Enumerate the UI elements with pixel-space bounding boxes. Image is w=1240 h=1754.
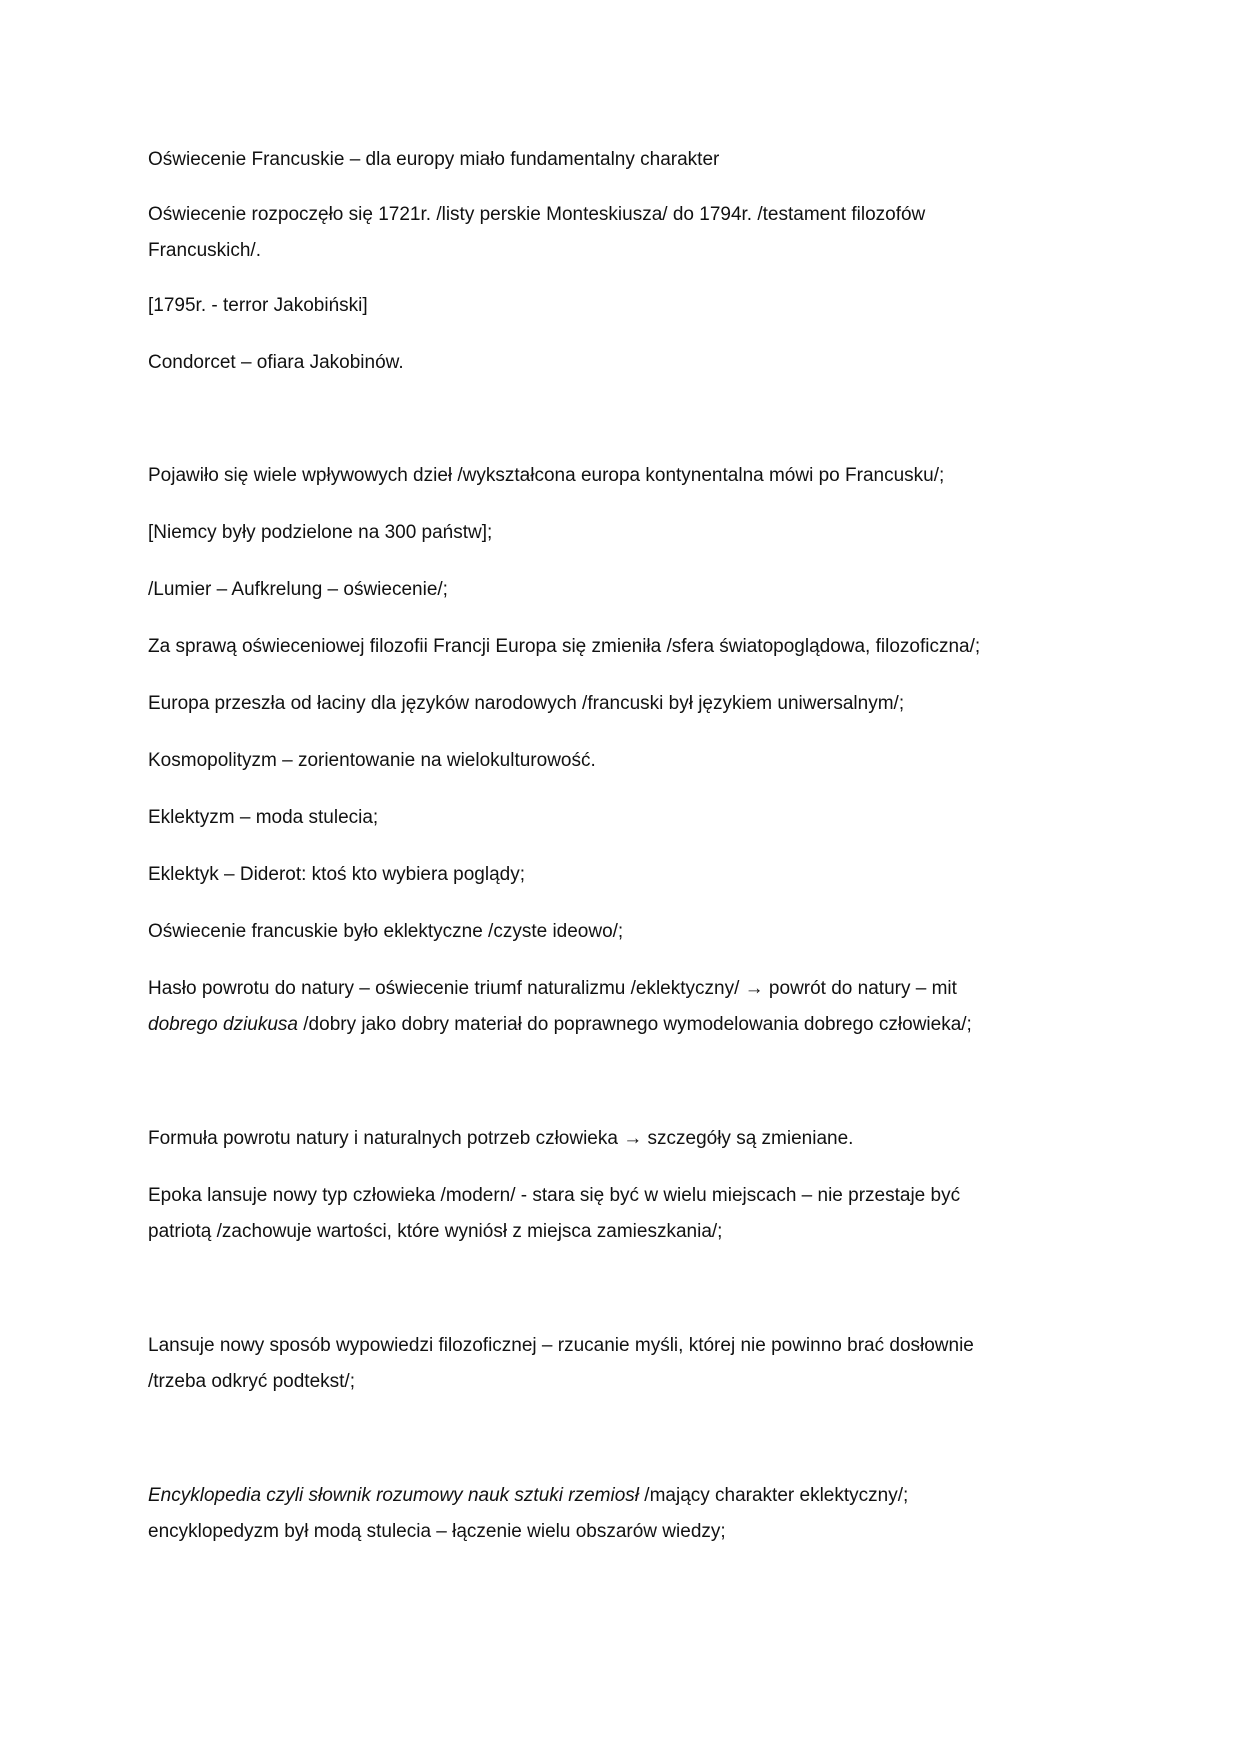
paragraph-3 [148, 288, 1078, 324]
text-line: Formuła powrotu natury i naturalnych potrzeb człowieka → szczegóły są zmieniane. [148, 1128, 854, 1149]
text-line: Kosmopolityzm – zorientowanie na wielokulturowość. [148, 750, 596, 771]
text-line: Oświecenie rozpoczęło się 1721r. /listy perskie Monteskiusza/ do 1794r. /testament filozofów [148, 204, 926, 225]
paragraph-11 [148, 800, 1078, 836]
paragraph-4 [148, 345, 1078, 381]
text-line: Condorcet – ofiara Jakobinów. [148, 352, 404, 373]
text-line: [1795r. - terror Jakobiński] [148, 295, 368, 316]
text-line: Pojawiło się wiele wpływowych dzieł /wykształcona europa kontynentalna mówi po Francusku/; [148, 465, 945, 486]
paragraph-1 [148, 142, 1078, 178]
text-line: /trzeba odkryć podtekst/; [148, 1371, 355, 1392]
text-line: Lansuje nowy sposób wypowiedzi filozoficznej – rzucanie myśli, której nie powinno brać dosłownie [148, 1335, 974, 1356]
text-line: /mający charakter eklektyczny/; [639, 1485, 909, 1506]
text-line: Oświecenie francuskie było eklektyczne /czyste ideowo/; [148, 921, 624, 942]
paragraph-18 [148, 1478, 1078, 1550]
text-line: Francuskich/. [148, 240, 261, 261]
italic-title: Encyklopedia czyli słownik rozumowy nauk sztuki rzemiosł [148, 1485, 640, 1506]
paragraph-6 [148, 515, 1078, 551]
text-line: Hasło powrotu do natury – oświecenie triumf naturalizmu /eklektyczny/ → powrót do natury – mit [148, 978, 957, 999]
paragraph-7 [148, 572, 1078, 608]
paragraph-12 [148, 857, 1078, 893]
paragraph-15 [148, 1121, 1078, 1157]
text-line: [Niemcy były podzielone na 300 państw]; [148, 522, 493, 543]
text-line: Oświecenie Francuskie – dla europy miało fundamentalny charakter [148, 149, 720, 170]
text-line: /Lumier – Aufkrelung – oświecenie/; [148, 579, 448, 600]
text-line: patriotą /zachowuje wartości, które wyniósł z miejsca zamieszkania/; [148, 1221, 723, 1242]
paragraph-2 [148, 197, 1078, 269]
paragraph-8 [148, 629, 1078, 665]
paragraph-13 [148, 914, 1078, 950]
text-line: Epoka lansuje nowy typ człowieka /modern/ - stara się być w wielu miejscach – nie przestaje być [148, 1185, 961, 1206]
text-line: Eklektyzm – moda stulecia; [148, 807, 379, 828]
paragraph-14 [148, 971, 1078, 1043]
paragraph-5 [148, 458, 1078, 494]
text-line: Europa przeszła od łaciny dla języków narodowych /francuski był językiem uniwersalnym/; [148, 693, 905, 714]
text-line: encyklopedyzm był modą stulecia – łączenie wielu obszarów wiedzy; [148, 1521, 726, 1542]
paragraph-10 [148, 743, 1078, 779]
text-line: /dobry jako dobry materiał do poprawnego wymodelowania dobrego człowieka/; [298, 1014, 972, 1035]
paragraph-16 [148, 1178, 1078, 1250]
text-line: Eklektyk – Diderot: ktoś kto wybiera poglądy; [148, 864, 526, 885]
paragraph-17 [148, 1328, 1078, 1400]
paragraph-9 [148, 686, 1078, 722]
italic-term: dobrego dziukusa [148, 1014, 298, 1035]
text-line: Za sprawą oświeceniowej filozofii Francji Europa się zmieniła /sfera światopoglądowa, filozoficzna/; [148, 636, 981, 657]
